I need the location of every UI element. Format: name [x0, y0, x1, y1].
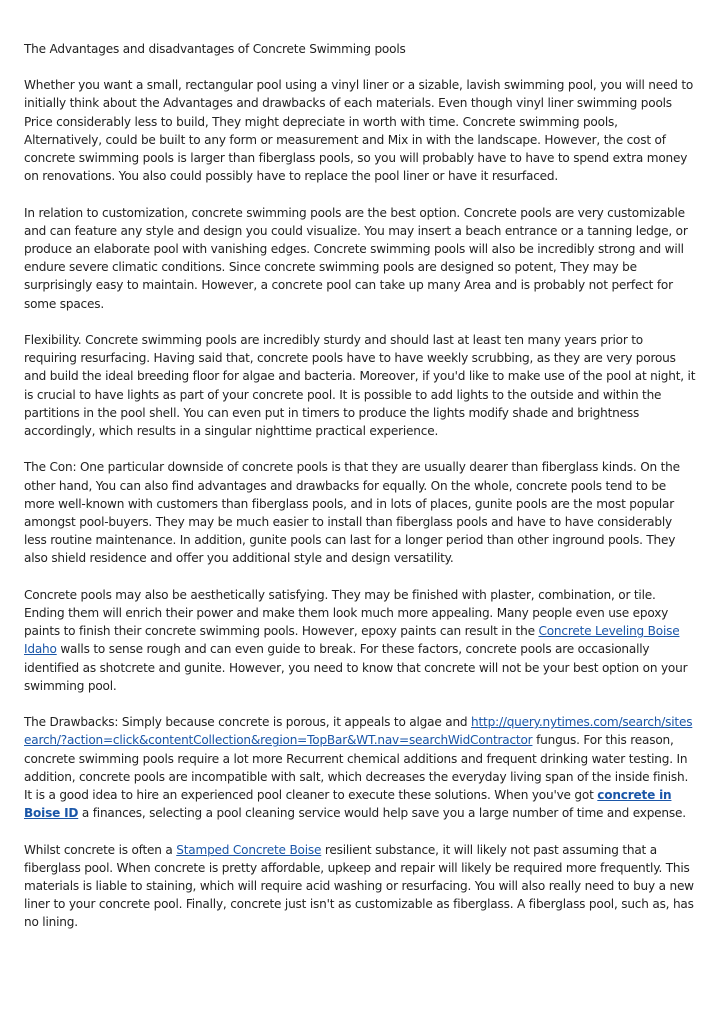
paragraph-6-text-b: fungus. For this reason, concrete swimming pools require a lot more Recurrent chemical additions and frequent drinking water testing. In addition, concrete pools are incompatible with salt, which decreases the everyday living span of the inside finish. It is a good idea to hire an experienced pool cleaner to execute these solutions. When you've got	[24, 733, 689, 803]
paragraph-7	[24, 841, 698, 932]
paragraph-5-text-a: Concrete pools may also be aesthetically satisfying. They may be finished with plaster, combination, or tile. Ending them will enrich their power and make them look much more appealing. Many people even use epoxy paints to finish their concrete swimming pools. However, epoxy paints can result in the	[24, 587, 669, 639]
nytimes-url-link[interactable]: http://query.nytimes.com/search/sitesearch/?action=click&contentCollection&region=TopBar&WT.nav=searchWidContractor	[24, 715, 693, 748]
paragraph-3: Flexibility. Concrete swimming pools are incredibly sturdy and should last at least ten many years prior to requiring resurfacing. Having said that, concrete pools have to have weekly scrubbing, as they are very porous and build the ideal breeding floor for algae and bacteria. Moreover, if you'd like to make use of the pool at night, it is crucial to have lights as part of your concrete pool. It is possible to add lights to the outside and within the partitions in the pool shell. You can even put in timers to produce the lights modify shade and brightness accordingly, which results in a singular nighttime practical experience.	[24, 333, 696, 439]
article-title: The Advantages and disadvantages of Concrete Swimming pools	[24, 42, 406, 56]
paragraph-7-text-a: Whilst concrete is often a	[24, 842, 177, 857]
paragraph-6-text-c: a finances, selecting a pool cleaning service would help save you a large number of time and expense.	[78, 806, 686, 821]
paragraph-5-text-b: walls to sense rough and can even guide to break. For these factors, concrete pools are occasionally identified as shotcrete and gunite. However, you need to know that concrete will not be your best option on your swimming pool.	[24, 642, 688, 693]
paragraph-2: In relation to customization, concrete swimming pools are the best option. Concrete pools are very customizable and can feature any style and design you could visualize. You may insert a beach entrance or a tanning ledge, or produce an elaborate pool with vanishing edges. Concrete swimming pools will also be incredibly strong and will endure severe climatic conditions. Since concrete swimming pools are designed so potent, They may be surprisingly easy to maintain. However, a concrete pool can take up many Area and is probably not perfect for some spaces.	[24, 205, 688, 311]
paragraph-6	[24, 713, 698, 822]
paragraph-6-text-a: The Drawbacks: Simply because concrete is porous, it appeals to algae and	[24, 715, 472, 730]
paragraph-4: The Con: One particular downside of concrete pools is that they are usually dearer than fiberglass kinds. On the other hand, You can also find advantages and drawbacks for equally. On the whole, concrete pools tend to be more well-known with customers than fiberglass pools, and in lots of places, gunite pools are the most popular amongst pool-buyers. They may be much easier to install than fiberglass pools and have to have considerably less routine maintenance. In addition, gunite pools can last for a longer period than other inground pools. They also shield residence and offer you additional style and design versatility.	[24, 460, 680, 566]
paragraph-7-text-b: resilient substance, it will likely not past assuming that a fiberglass pool. When concrete is pretty affordable, upkeep and repair will likely be required more frequently. This materials is liable to staining, which will require acid washing or resurfacing. You will also really need to buy a new liner to your concrete pool. Finally, concrete just isn't as customizable as fiberglass. A fiberglass pool, such as, has no lining.	[24, 842, 694, 930]
paragraph-5	[24, 586, 698, 695]
stamped-concrete-link[interactable]: Stamped Concrete Boise	[176, 842, 322, 857]
paragraph-1: Whether you want a small, rectangular pool using a vinyl liner or a sizable, lavish swimming pool, you will need to initially think about the Advantages and drawbacks of each materials. Even though vinyl liner swimming pools Price considerably less to build, They might depreciate in worth with time. Concrete swimming pools, Alternatively, could be built to any form or measurement and Mix in with the landscape. However, the cost of concrete swimming pools is larger than fiberglass pools, so you will probably have to have to spend extra money on renovations. You also could possibly have to replace the pool liner or have it resurfaced.	[24, 78, 694, 184]
concrete-leveling-link[interactable]: Concrete Leveling Boise Idaho	[24, 624, 680, 657]
concrete-boise-link[interactable]: concrete in Boise ID	[24, 788, 672, 821]
